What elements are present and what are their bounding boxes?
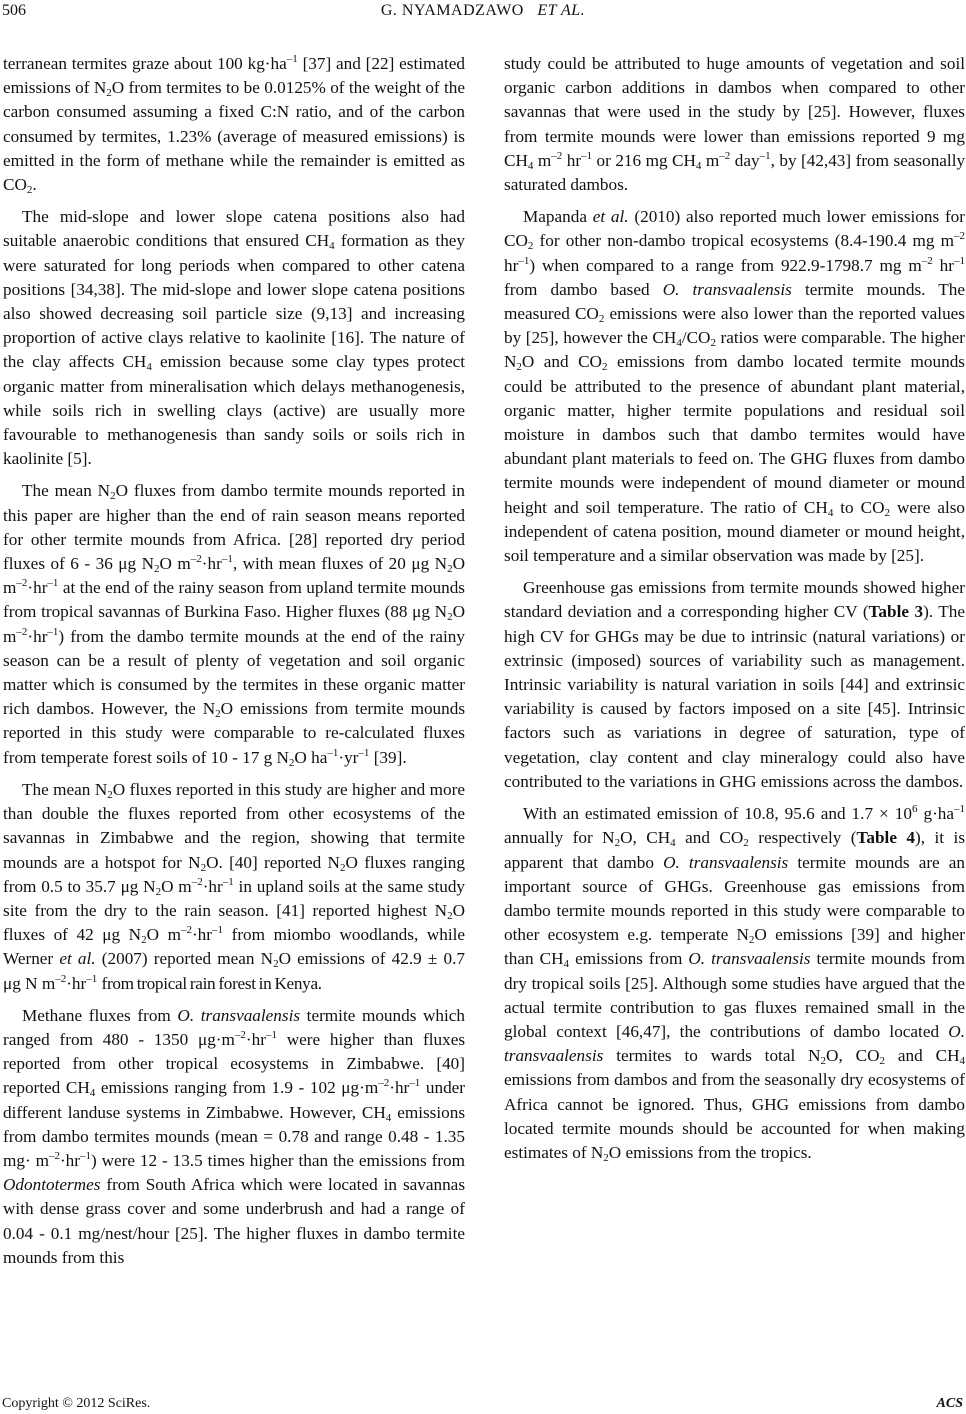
paragraph: terranean termites graze about 100 $kg\cdot ha^{-1}$ [37] and [22] estimated emissions of $N_2O$ from termites to be 0.0125% of the weight of the carbon consumed assuming a fixed C:N ratio, and of the carbon consumed by termites, 1.23% (average of measured emissions) is emitted in the form of methane while the remainder is emitted as $CO_2$. <box>3 53 465 197</box>
page-header <box>0 0 966 40</box>
right-column <box>504 52 965 1173</box>
table-3-reference[interactable]: Table 3 <box>868 602 924 622</box>
left-column <box>3 52 465 1278</box>
page-footer <box>0 1376 966 1411</box>
paragraph: The mean $N_2O$ fluxes from dambo termite mounds reported in this paper are higher than the end of rain season means reported for other termite mounds from Africa. [28] reported dry period fluxes of 6 - 36 μg $N_2O$ $m^{-2}\cdot hr^{-1}$, with mean fluxes of 20 μg $N_2O$ $m^{-2}\cdot hr^{-1}$ at the end of the rainy season from upland termite mounds from tropical savannas of Burkina Faso. Higher fluxes (88 μg $N_2O$ $m^{-2}\cdot hr^{-1}$) from the dambo termite mounds at the end of the rainy season can be a result of plenty of vegetation and soil organic matter which is consumed by the termites in these organic matter rich dambos. However, the $N_2O$ emissions from termite mounds reported in this study were comparable to re-calculated fluxes from temperate forest soils of 10 - 17 g $N_2O$ $ha^{-1}\cdot yr^{-1}$ [39]. <box>3 481 466 769</box>
page-number: 506 <box>2 2 26 19</box>
paragraph: With an estimated emission of 10.8, 95.6 and $1.7 \times 10^6$ $g\cdot ha^{-1}$ annually for $N_2O$, $CH_4$ and $CO_2$ respectively (Table 4), it is apparent that dambo O. transvaalensis termite mounds are an important source of GHGs. Greenhouse gas emissions from dambo termite mounds reported in this study were comparable to other ecosystem e.g. temperate $N_2O$ emissions [39] and higher than $CH_4$ emissions from O. transvaalensis termite mounds from dry tropical soils [25]. Although some studies have argued that the actual termite contribution to gas fluxes remained small in the global context [46,47], the contributions of dambo located O. transvaalensis termites to wards total $N_2O$, $CO_2$ and $CH_4$ emissions from dambos and from the seasonally dry ecosystems of Africa cannot be ignored. Thus, GHG emissions from dambo located termite mounds should be accounted for when making estimates of $N_2O$ emissions from the tropics. <box>504 803 966 1164</box>
paragraph: The mid-slope and lower slope catena positions also had suitable anaerobic conditions that ensured $CH_4$ formation as they were saturated for long periods when compared to other catena positions [34,38]. The mid-slope and lower slope catena positions also showed decreasing soil particle size (9,13] and increasing proportion of active clays relative to kaolinite [16]. The nature of the clay affects $CH_4$ emission because some clay types protect organic matter from mineralisation which delays methanogenesis, while soils rich in swelling clays (active) are usually more favourable to methanogenesis than sandy soils or soils rich in kaolinite [5]. <box>3 207 466 469</box>
running-head-authors: G. NYAMADZAWO ET AL. <box>380 2 586 19</box>
paragraph: Methane fluxes from O. transvaalensis termite mounds which ranged from 480 - 1350 $\mu g\cdot m^{-2}\cdot hr^{-1}$ were higher than fluxes reported from other tropical ecosystems in Zimbabwe. [40] reported $CH_4$ emissions ranging from 1.9 - 102 $\mu g\cdot m^{-2}\cdot hr^{-1}$ under different landuse systems in Zimbabwe. However, $CH_4$ emissions from dambo termites mounds (mean = 0.78 and range 0.48 - 1.35 $mg\cdot m^{-2}\cdot hr^{-1}$) were 12 - 13.5 times higher than the emissions from Odontotermes from South Africa which were located in savannas with dense grass cover and some underbrush and had a range of 0.04 - 0.1 mg/nest/hour [25]. The higher fluxes in dambo termite mounds from this <box>3 1005 466 1267</box>
journal-abbreviation: ACS <box>936 1396 963 1411</box>
table-4-reference[interactable]: Table 4 <box>856 828 916 848</box>
paragraph: Greenhouse gas emissions from termite mounds showed higher standard deviation and a corresponding higher CV (Table 3). The high CV for GHGs may be due to intrinsic (natural variations) or extrinsic (imposed) sources of variability such as management. Intrinsic variability is natural variation in soils [44] and extrinsic variability is caused by factors imposed on a site [45]. Intrinsic factors such as variations in degree of saturation, type of vegetation, clay content and clay mineralogy could also have contributed to the variations in GHG emissions across the dambos. <box>504 578 965 791</box>
copyright-notice: Copyright © 2012 SciRes. <box>2 1396 151 1411</box>
paragraph: study could be attributed to huge amounts of vegetation and soil organic carbon additions in dambos when compared to other savannas that were used in the study by [25]. However, fluxes from termite mounds were lower than emissions reported 9 mg $CH_4$ $m^{-2}$ $hr^{-1}$ or 216 mg $CH_4$ $m^{-2}$ day$^{-1}$, by [42,43] from seasonally saturated dambos. <box>504 54 966 195</box>
paragraph: Mapanda et al. (2010) also reported much lower emissions for $CO_2$ for other non-dambo tropical ecosystems (8.4-190.4 mg $m^{-2}$ $hr^{-1}$) when compared to a range from 922.9-1798.7 mg $m^{-2}$ $hr^{-1}$ from dambo based O. transvaalensis termite mounds. The measured $CO_2$ emissions were also lower than the reported values by [25], however the $CH_4/CO_2$ ratios were comparable. The higher $N_2O$ and $CO_2$ emissions from dambo located termite mounds could be attributed to the presence of abundant plant material, organic matter, higher termite populations and residual soil moisture in dambos such that dambo termites would have abundant plant materials to feed on. The GHG fluxes from dambo termite mounds were independent of mound diameter or mound height and soil temperature. The ratio of $CH_4$ to $CO_2$ were also independent of catena position, mound diameter or mound height, soil temperature and a similar observation was made by [25]. <box>504 207 966 566</box>
paragraph: The mean $N_2O$ fluxes reported in this study are higher and more than double the fluxes reported from other ecosystems of the savannas in Zimbabwe and the region, showing that termite mounds are a hotspot for $N_2O$. [40] reported $N_2O$ fluxes ranging from 0.5 to 35.7 μg $N_2O$ $m^{-2}\cdot hr^{-1}$ in upland soils at the same study site from the dry to the rain season. [41] reported highest $N_2O$ fluxes of 42 μg $N_2O$ $m^{-2}\cdot hr^{-1}$ from miombo woodlands, while Werner et al. (2007) reported mean $N_2O$ emissions of 42.9 ± 0.7 μg N $m^{-2}\cdot hr^{-1}$ from tropical rain forest in Kenya. <box>3 779 466 993</box>
